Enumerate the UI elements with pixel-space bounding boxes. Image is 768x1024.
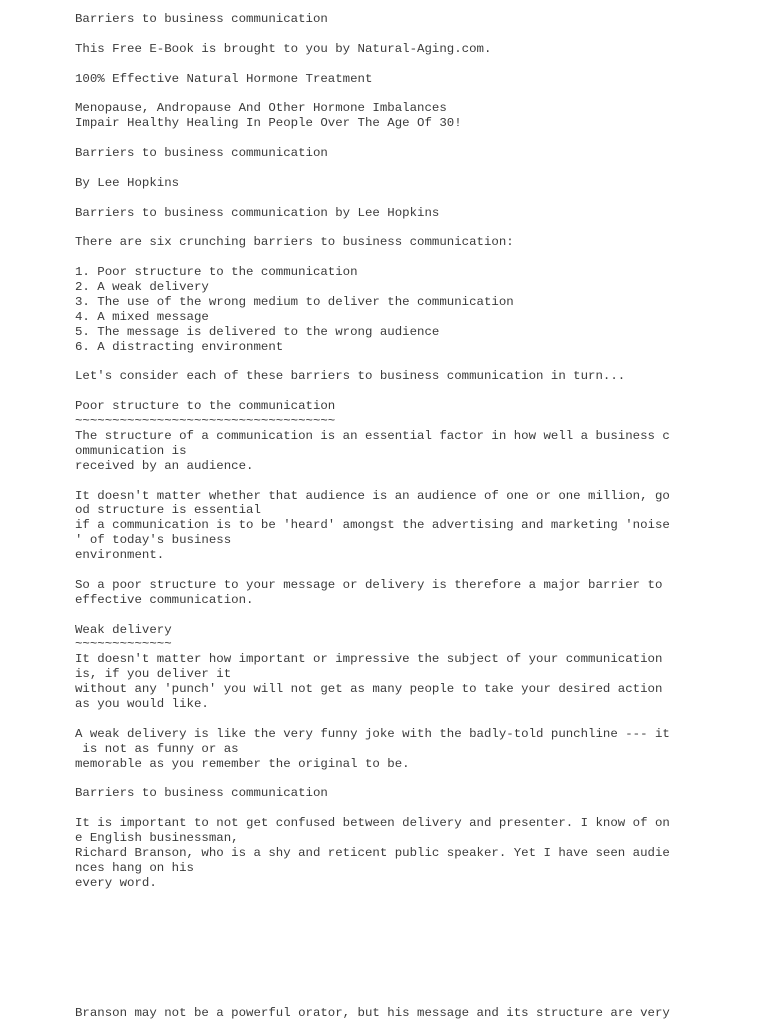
- text-line: 100% Effective Natural Hormone Treatment: [75, 71, 373, 86]
- text-line: without any 'punch' you will not get as many people to take your desired action: [75, 682, 663, 697]
- text-line: if a communication is to be 'heard' amongst the advertising and marketing 'noise: [75, 518, 670, 533]
- document-body: [75, 12, 755, 891]
- blank-line: [75, 250, 755, 265]
- text-line: as you would like.: [75, 696, 209, 711]
- text-line: The structure of a communication is an essential factor in how well a business c: [75, 428, 670, 443]
- text-line: ' of today's business: [75, 533, 232, 548]
- text-line: Menopause, Andropause And Other Hormone Imbalances: [75, 101, 447, 116]
- blank-line: [75, 712, 755, 727]
- text-line: od structure is essential: [75, 503, 261, 518]
- blank-line: [75, 354, 755, 369]
- text-line: nces hang on his: [75, 860, 194, 875]
- blank-line: [75, 57, 755, 72]
- blank-line: [75, 131, 755, 146]
- blank-line: [75, 384, 755, 399]
- blank-line: [75, 608, 755, 623]
- text-line: 4. A mixed message: [75, 309, 209, 324]
- text-line: There are six crunching barriers to business communication:: [75, 235, 514, 250]
- text-line: ommunication is: [75, 443, 187, 458]
- page-bottom-text: Branson may not be a powerful orator, but his message and its structure are very: [75, 1006, 670, 1020]
- text-line: By Lee Hopkins: [75, 175, 180, 190]
- text-line: 2. A weak delivery: [75, 280, 209, 295]
- text-line: is, if you deliver it: [75, 667, 232, 682]
- blank-line: [75, 474, 755, 489]
- text-line: It doesn't matter how important or impressive the subject of your communication: [75, 652, 663, 667]
- text-line: Barriers to business communication by Lee Hopkins: [75, 205, 440, 220]
- text-line: 1. Poor structure to the communication: [75, 265, 358, 280]
- text-line: Weak delivery: [75, 622, 172, 637]
- text-line: A weak delivery is like the very funny joke with the badly-told punchline --- it: [75, 726, 670, 741]
- text-line: 6. A distracting environment: [75, 339, 284, 354]
- blank-line: [75, 27, 755, 42]
- text-line: is not as funny or as: [75, 741, 239, 756]
- blank-line: [75, 86, 755, 101]
- text-line: Impair Healthy Healing In People Over The Age Of 30!: [75, 116, 462, 131]
- blank-line: [75, 191, 755, 206]
- text-line: environment.: [75, 548, 165, 563]
- text-line: received by an audience.: [75, 458, 254, 473]
- blank-line: [75, 161, 755, 176]
- text-line: It doesn't matter whether that audience is an audience of one or one million, go: [75, 488, 670, 503]
- text-line: memorable as you remember the original to be.: [75, 756, 410, 771]
- blank-line: [75, 801, 755, 816]
- text-line: Barriers to business communication: [75, 146, 328, 161]
- text-line: Let's consider each of these barriers to business communication in turn...: [75, 369, 626, 384]
- text-line: Barriers to business communication: [75, 786, 328, 801]
- blank-line: [75, 563, 755, 578]
- text-line: ~~~~~~~~~~~~~: [75, 637, 172, 652]
- text-line: ~~~~~~~~~~~~~~~~~~~~~~~~~~~~~~~~~~~: [75, 414, 336, 429]
- text-line: This Free E-Book is brought to you by Natural-Aging.com.: [75, 41, 492, 56]
- text-line: effective communication.: [75, 592, 254, 607]
- blank-line: [75, 771, 755, 786]
- text-line: Barriers to business communication: [75, 12, 328, 26]
- blank-line: [75, 220, 755, 235]
- text-line: e English businessman,: [75, 830, 239, 845]
- text-line: So a poor structure to your message or delivery is therefore a major barrier to: [75, 577, 663, 592]
- text-line: 3. The use of the wrong medium to deliver the communication: [75, 294, 514, 309]
- text-line: It is important to not get confused between delivery and presenter. I know of on: [75, 816, 670, 831]
- text-line: 5. The message is delivered to the wrong audience: [75, 324, 440, 339]
- text-line: Richard Branson, who is a shy and reticent public speaker. Yet I have seen audie: [75, 845, 670, 860]
- text-line: every word.: [75, 875, 157, 890]
- text-line: Poor structure to the communication: [75, 399, 336, 414]
